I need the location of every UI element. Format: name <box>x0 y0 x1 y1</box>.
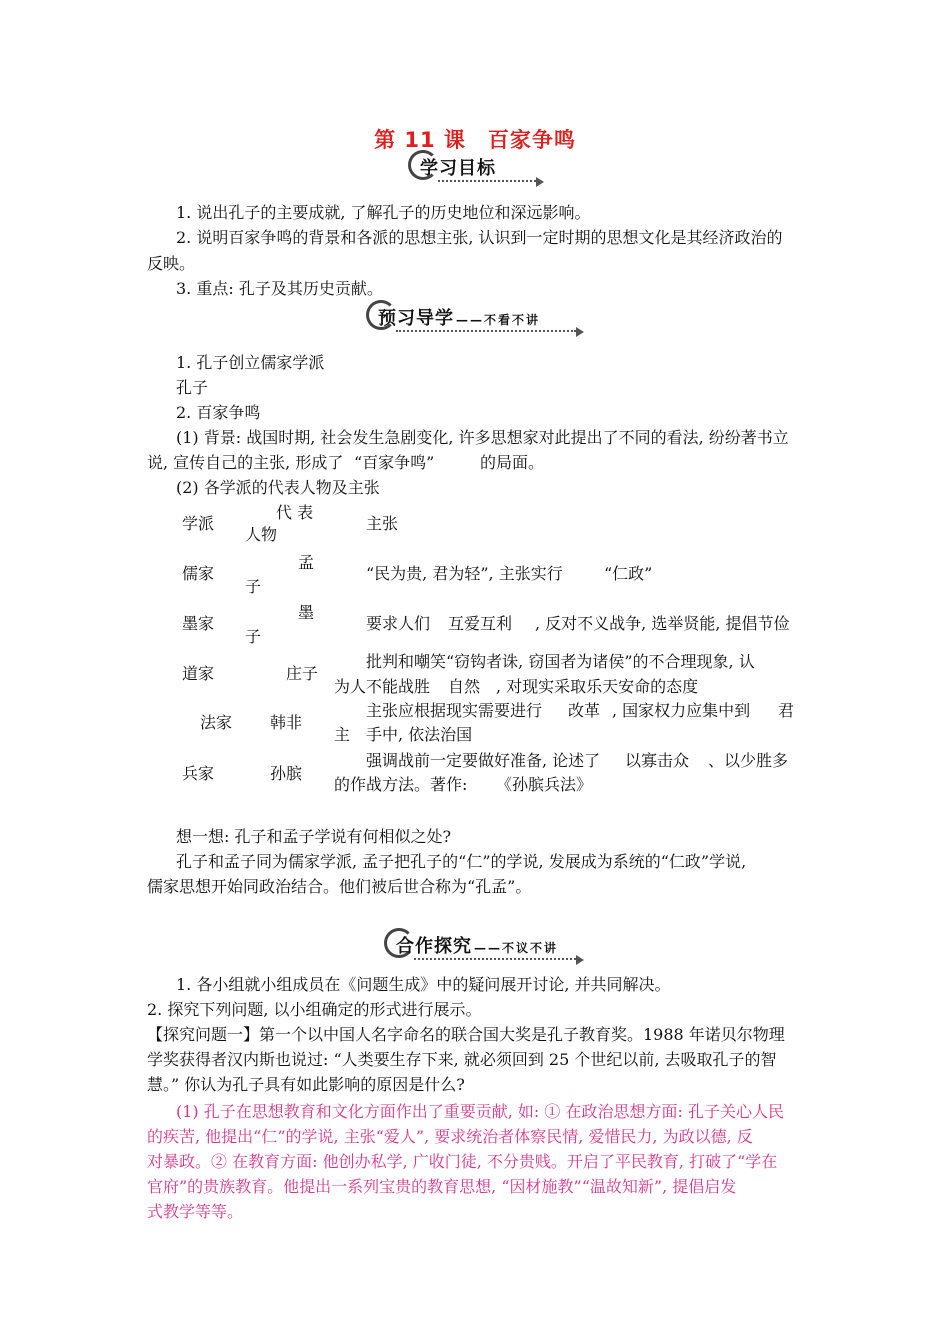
row-mo-school: 墨家 <box>182 614 215 633</box>
row-bing-claim-2a: 的作战方法。著作: <box>334 775 468 794</box>
row-bing-person: 孙膑 <box>270 764 303 783</box>
answer-line-1: (1) 孔子在思想教育和文化方面作出了重要贡献, 如: ① 在政治思想方面: 孔子关心人民 <box>176 1102 784 1121</box>
row-fa-person: 韩非 <box>270 713 303 732</box>
section-banner-goals <box>408 150 544 184</box>
answer-line-3: 对暴政。② 在教育方面: 他创办私学, 广收门徒, 不分贵贱。开启了平民教育, 打破了“学在 <box>147 1152 778 1171</box>
row-dao-claim-2a: 为人不能战胜 <box>334 677 431 696</box>
preview-line-5c: 的局面。 <box>480 453 545 472</box>
row-ru-school: 儒家 <box>182 564 215 583</box>
banner-label: 预习导学 ——不看不讲 <box>378 308 541 329</box>
goal-3: 3. 重点: 孔子及其历史贡献。 <box>176 279 383 298</box>
preview-line-6: (2) 各学派的代表人物及主张 <box>176 478 380 497</box>
coop-line-3: 【探究问题一】第一个以中国人名字命名的联合国大奖是孔子教育奖。1988 年诺贝尔物理 <box>147 1025 785 1044</box>
row-ru-person-2: 子 <box>245 577 262 596</box>
coop-line-5: 慧。” 你认为孔子具有如此影响的原因是什么? <box>147 1075 465 1094</box>
row-fa-claim-2a: 主 <box>334 725 351 744</box>
preview-line-5b: “百家争鸣” <box>354 453 435 472</box>
table-header-person-2: 人物 <box>245 525 278 544</box>
coop-line-4: 学奖获得者汉内斯也说过: “人类要生存下来, 就必须回到 25 个世纪以前, 去吸取孔子的智 <box>147 1050 777 1069</box>
banner-arrow-icon <box>396 330 576 332</box>
coop-line-1: 1. 各小组就小组成员在《问题生成》中的疑问展开讨论, 并共同解决。 <box>176 975 671 994</box>
page-title: 第 11 课 百家争鸣 <box>374 128 576 152</box>
table-header-school: 学派 <box>182 514 215 533</box>
section-banner-preview <box>366 300 586 334</box>
goal-1: 1. 说出孔子的主要成就, 了解孔子的历史地位和深远影响。 <box>176 203 591 222</box>
row-mo-claim-1: 要求人们 <box>366 614 431 633</box>
row-dao-claim-2b: 自然 <box>448 677 481 696</box>
row-ru-claim-2: “仁政” <box>604 564 653 583</box>
preview-line-2: 孔子 <box>176 378 209 397</box>
row-dao-claim-2c: , 对现实采取乐天安命的态度 <box>496 677 699 696</box>
preview-line-1: 1. 孔子创立儒家学派 <box>176 353 325 372</box>
answer-line-2: 的疾苦, 他提出“仁”的学说, 主张“爱人”, 要求统治者体察民情, 爱惜民力, 为政以德, 反 <box>147 1127 753 1146</box>
row-mo-person-2: 子 <box>245 627 262 646</box>
think-question: 想一想: 孔子和孟子学说有何相似之处? <box>176 827 452 846</box>
row-fa-claim-1d: 君 <box>778 701 795 720</box>
banner-label: 学习目标 <box>420 158 496 179</box>
goal-2-cont: 反映。 <box>147 254 196 273</box>
row-ru-claim-1: “民为贵, 君为轻”, 主张实行 <box>366 564 563 583</box>
row-fa-claim-1a: 主张应根据现实需要进行 <box>366 701 543 720</box>
table-header-person-1: 代 表 <box>276 503 314 522</box>
row-bing-claim-1a: 强调战前一定要做好准备, 论述了 <box>366 751 601 770</box>
row-mo-claim-2: 互爱互利 <box>448 614 513 633</box>
row-bing-claim-1b: 以寡击众 <box>625 751 690 770</box>
row-dao-claim-1: 批判和嘲笑“窃钩者诛, 窃国者为诸侯”的不合理现象, 认 <box>366 652 755 671</box>
think-answer-1: 孔子和孟子同为儒家学派, 孟子把孔子的“仁”的学说, 发展成为系统的“仁政”学说, <box>176 852 747 871</box>
answer-line-4: 官府”的贵族教育。他提出一系列宝贵的教育思想, “因材施教”“温故知新”, 提倡启发 <box>147 1177 737 1196</box>
coop-line-2: 2. 探究下列问题, 以小组确定的形式进行展示。 <box>147 1000 482 1019</box>
row-fa-claim-1b: 改革 <box>568 701 601 720</box>
row-bing-claim-2b: 《孙膑兵法》 <box>496 775 593 794</box>
row-bing-claim-1c: 、以少胜多 <box>708 751 789 770</box>
banner-arrow-icon <box>438 180 536 182</box>
preview-line-3: 2. 百家争鸣 <box>176 403 261 422</box>
row-mo-claim-3: , 反对不义战争, 选举贤能, 提倡节俭 <box>535 614 790 633</box>
preview-line-5a: 说, 宣传自己的主张, 形成了 <box>147 453 344 472</box>
row-fa-claim-1c: , 国家权力应集中到 <box>612 701 751 720</box>
preview-line-4: (1) 背景: 战国时期, 社会发生急剧变化, 许多思想家对此提出了不同的看法, 纷纷著书立 <box>176 428 789 447</box>
goal-2: 2. 说明百家争鸣的背景和各派的思想主张, 认识到一定时期的思想文化是其经济政治的 <box>176 228 783 247</box>
think-answer-2: 儒家思想开始同政治结合。他们被后世合称为“孔孟”。 <box>147 877 532 896</box>
row-fa-claim-2b: 手中, 依法治国 <box>366 725 473 744</box>
row-dao-person: 庄子 <box>286 664 319 683</box>
banner-arrow-icon <box>414 958 576 960</box>
table-header-claim: 主张 <box>366 514 399 533</box>
row-bing-school: 兵家 <box>182 764 215 783</box>
row-dao-school: 道家 <box>182 664 215 683</box>
answer-line-5: 式教学等等。 <box>147 1202 244 1221</box>
row-fa-school: 法家 <box>200 713 233 732</box>
row-ru-person-1: 孟 <box>298 553 315 572</box>
banner-label: 合作探究 ——不议不讲 <box>396 936 559 957</box>
section-banner-coop <box>384 928 584 962</box>
row-mo-person-1: 墨 <box>298 603 315 622</box>
